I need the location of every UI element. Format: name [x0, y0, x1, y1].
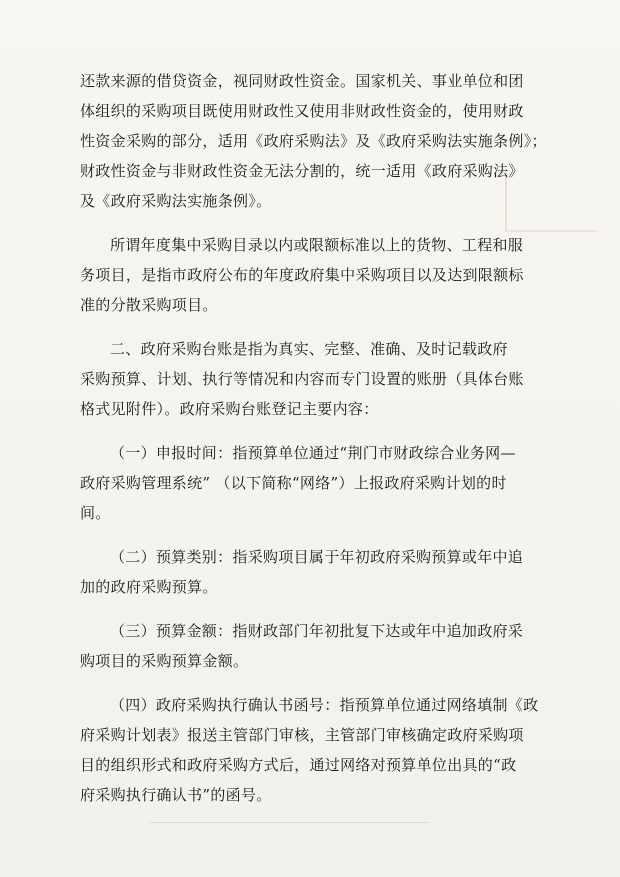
text-line: 二、政府采购台账是指为真实、完整、准确、及时记载政府: [110, 340, 508, 358]
text-line: 准的分散采购项目。: [80, 296, 218, 314]
text-line: 财政性资金与非财政性资金无法分割的，统一适用《政府采购法》: [80, 162, 524, 180]
text-line: （四）政府采购执行确认书函号：指预算单位通过网络填制《政: [110, 696, 539, 714]
paragraph-item-declaration-time: [80, 438, 550, 528]
paragraph-item-budget-amount: [80, 616, 550, 676]
text-line: 目的组织形式和政府采购方式后，通过网络对预算单位出具的“政: [80, 756, 517, 774]
paragraph-ledger-definition: [80, 334, 550, 424]
text-line: 加的政府采购预算。: [80, 578, 218, 596]
text-line: （三）预算金额：指财政部门年初批复下达或年中追加政府采: [110, 622, 524, 640]
text-line: 及《政府采购法实施条例》。: [80, 192, 272, 210]
paragraph-funding-sources: [80, 66, 550, 216]
text-line: 格式见附件）。政府采购台账登记主要内容：: [80, 400, 379, 418]
text-line: 体组织的采购项目既使用财政性又使用非财政性资金的，使用财政: [80, 102, 524, 120]
paragraph-item-budget-category: [80, 542, 550, 602]
text-line: 政府采购管理系统” （以下简称“网络”）上报政府采购计划的时: [80, 474, 507, 492]
text-line: （二）预算类别：指采购项目属于年初政府采购预算或年中追: [110, 548, 524, 566]
paragraph-procurement-catalog: [80, 230, 550, 320]
text-line: 府采购执行确认书”的函号。: [80, 786, 272, 804]
text-line: 务项目，是指市政府公布的年度政府集中采购项目以及达到限额标: [80, 266, 524, 284]
page-bottom-rule: [150, 822, 430, 823]
text-line: 所谓年度集中采购目录以内或限额标准以上的货物、工程和服: [110, 236, 524, 254]
text-line: 间。: [80, 504, 111, 522]
document-body: [80, 66, 550, 824]
text-line: 还款来源的借贷资金，视同财政性资金。国家机关、事业单位和团: [80, 72, 524, 90]
text-line: 府采购计划表》报送主管部门审核，主管部门审核确定政府采购项: [80, 726, 524, 744]
text-line: 采购预算、计划、执行等情况和内容而专门设置的账册（具体台账: [80, 370, 524, 388]
paragraph-item-confirmation-number: [80, 690, 550, 810]
text-line: 性资金采购的部分，适用《政府采购法》及《政府采购法实施条例》；: [80, 132, 547, 150]
text-line: 购项目的采购预算金额。: [80, 652, 249, 670]
text-line: （一）申报时间：指预算单位通过“荆门市财政综合业务网—: [110, 444, 516, 462]
